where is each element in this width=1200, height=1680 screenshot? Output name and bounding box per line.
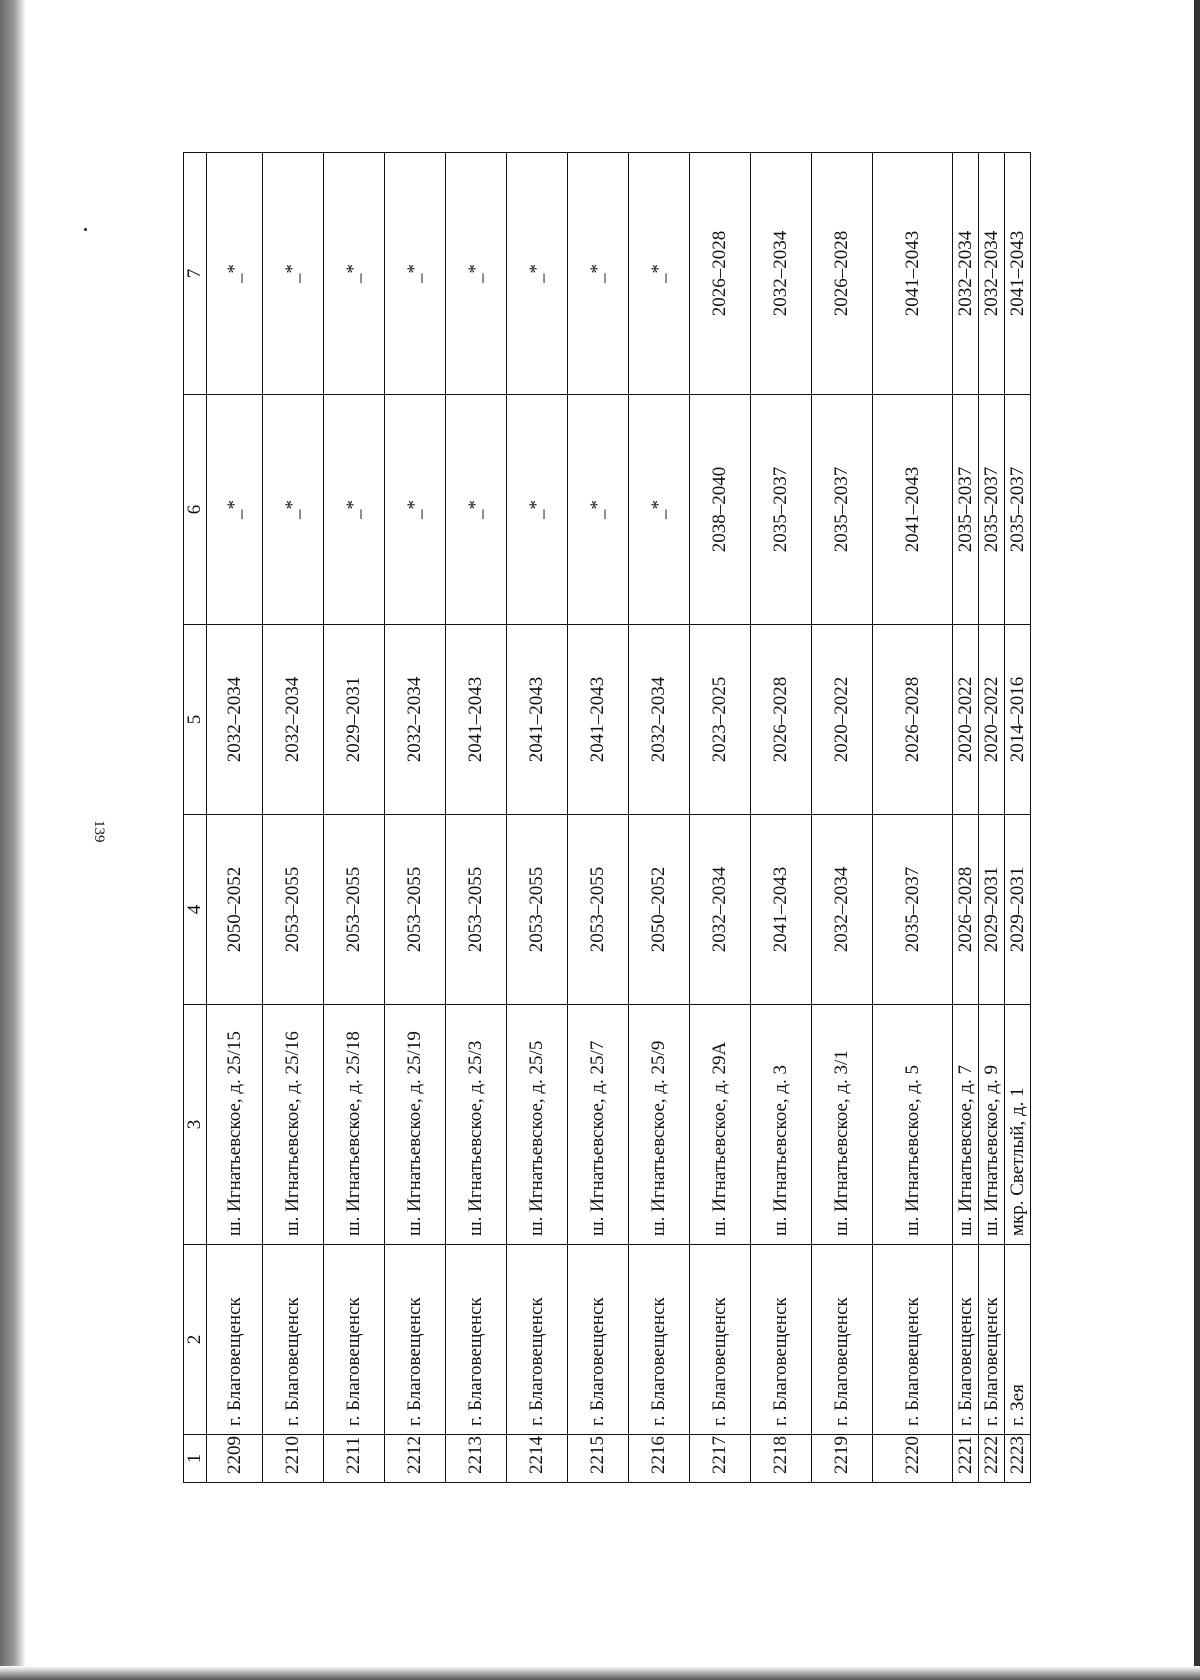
table-row <box>690 153 751 1483</box>
table-cell: 2035–2037 <box>979 395 1005 625</box>
table-cell: ш. Игнатьевское, д. 25/7 <box>568 1005 629 1245</box>
table-cell: 2026–2028 <box>873 625 953 815</box>
table-cell: 2050–2052 <box>207 815 263 1005</box>
scan-edge-bottom <box>0 1666 1200 1680</box>
table-cell: 2041–2043 <box>751 815 812 1005</box>
table-cell: г. Благовещенск <box>953 1245 979 1435</box>
table-cell: ш. Игнатьевское, д. 9 <box>979 1005 1005 1245</box>
table-cell: г. Благовещенск <box>979 1245 1005 1435</box>
table-cell: 2218 <box>751 1435 812 1483</box>
table-cell: 2026–2028 <box>953 815 979 1005</box>
table-cell: 2041–2043 <box>568 625 629 815</box>
table-cell: _* <box>324 153 385 395</box>
table-cell: 2032–2034 <box>953 153 979 395</box>
table-cell: г. Благовещенск <box>568 1245 629 1435</box>
table-cell: 2053–2055 <box>507 815 568 1005</box>
table-cell: 2216 <box>629 1435 690 1483</box>
table-cell: 2020–2022 <box>812 625 873 815</box>
table-row <box>751 153 812 1483</box>
table-cell: 2053–2055 <box>446 815 507 1005</box>
column-header: 1 <box>184 1435 207 1483</box>
table-cell: 2222 <box>979 1435 1005 1483</box>
table-cell: 2032–2034 <box>263 625 324 815</box>
table-cell: ш. Игнатьевское, д. 3/1 <box>812 1005 873 1245</box>
table-cell: 2219 <box>812 1435 873 1483</box>
table-cell: 2029–2031 <box>1005 815 1031 1005</box>
table-container <box>183 153 1048 1483</box>
table-cell: 2041–2043 <box>507 625 568 815</box>
table-cell: _* <box>629 153 690 395</box>
table-cell: ш. Игнатьевское, д. 25/18 <box>324 1005 385 1245</box>
table-cell: ш. Игнатьевское, д. 25/15 <box>207 1005 263 1245</box>
scan-speck <box>84 228 87 231</box>
table-row <box>385 153 446 1483</box>
table-cell: 2026–2028 <box>812 153 873 395</box>
table-row <box>324 153 385 1483</box>
table-cell: ш. Игнатьевское, д. 25/9 <box>629 1005 690 1245</box>
table-cell: 2220 <box>873 1435 953 1483</box>
table-cell: 2053–2055 <box>568 815 629 1005</box>
table-cell: 2023–2025 <box>690 625 751 815</box>
table-cell: _* <box>446 395 507 625</box>
table-cell: 2032–2034 <box>629 625 690 815</box>
table-cell: 2035–2037 <box>1005 395 1031 625</box>
table-cell: 2014–2016 <box>1005 625 1031 815</box>
table-cell: 2053–2055 <box>263 815 324 1005</box>
table-row <box>263 153 324 1483</box>
table-cell: 2032–2034 <box>979 153 1005 395</box>
table-cell: ш. Игнатьевское, д. 25/16 <box>263 1005 324 1245</box>
table-cell: ш. Игнатьевское, д. 7 <box>953 1005 979 1245</box>
table-cell: 2032–2034 <box>385 625 446 815</box>
table-cell: _* <box>507 395 568 625</box>
table-cell: 2035–2037 <box>873 815 953 1005</box>
table-cell: г. Благовещенск <box>385 1245 446 1435</box>
column-header: 6 <box>184 395 207 625</box>
table-cell: 2035–2037 <box>751 395 812 625</box>
table-cell: г. Благовещенск <box>324 1245 385 1435</box>
table-cell: г. Благовещенск <box>690 1245 751 1435</box>
table-cell: 2032–2034 <box>690 815 751 1005</box>
table-cell: 2215 <box>568 1435 629 1483</box>
table-cell: 2211 <box>324 1435 385 1483</box>
table-row <box>629 153 690 1483</box>
table-cell: _* <box>385 153 446 395</box>
table-row <box>953 153 979 1483</box>
header-row <box>184 153 207 1483</box>
table-cell: 2221 <box>953 1435 979 1483</box>
table-cell: _* <box>263 395 324 625</box>
table-cell: 2210 <box>263 1435 324 1483</box>
table-cell: 2032–2034 <box>207 625 263 815</box>
table-cell: _* <box>385 395 446 625</box>
column-header: 7 <box>184 153 207 395</box>
table-cell: 2020–2022 <box>953 625 979 815</box>
table-cell: _* <box>629 395 690 625</box>
table-cell: ш. Игнатьевское, д. 25/5 <box>507 1005 568 1245</box>
table-cell: 2041–2043 <box>446 625 507 815</box>
table-cell: г. Благовещенск <box>629 1245 690 1435</box>
table-row <box>507 153 568 1483</box>
table-cell: 2053–2055 <box>385 815 446 1005</box>
table-row <box>207 153 263 1483</box>
table-cell: 2041–2043 <box>873 395 953 625</box>
table-cell: _* <box>568 153 629 395</box>
table-cell: г. Благовещенск <box>507 1245 568 1435</box>
table-cell: 2217 <box>690 1435 751 1483</box>
table-row <box>979 153 1005 1483</box>
column-header: 5 <box>184 625 207 815</box>
table-cell: _* <box>446 153 507 395</box>
table-cell: 2212 <box>385 1435 446 1483</box>
table-cell: _* <box>568 395 629 625</box>
table-cell: _* <box>207 153 263 395</box>
table-cell: мкр. Светлый, д. 1 <box>1005 1005 1031 1245</box>
table-row <box>1005 153 1031 1483</box>
table-cell: _* <box>263 153 324 395</box>
table-row <box>873 153 953 1483</box>
table-cell: _* <box>207 395 263 625</box>
table-cell: 2223 <box>1005 1435 1031 1483</box>
table-cell: 2209 <box>207 1435 263 1483</box>
table-cell: 2053–2055 <box>324 815 385 1005</box>
scan-edge-left <box>0 0 26 1680</box>
table-cell: 2035–2037 <box>812 395 873 625</box>
column-header: 3 <box>184 1005 207 1245</box>
scan-edge-right <box>1194 0 1200 1680</box>
table-cell: 2035–2037 <box>953 395 979 625</box>
table-body <box>207 153 1031 1483</box>
table-cell: ш. Игнатьевское, д. 25/3 <box>446 1005 507 1245</box>
table-cell: г. Благовещенск <box>873 1245 953 1435</box>
table-cell: 2029–2031 <box>324 625 385 815</box>
table-cell: ш. Игнатьевское, д. 3 <box>751 1005 812 1245</box>
table-cell: 2038–2040 <box>690 395 751 625</box>
table-cell: г. Благовещенск <box>207 1245 263 1435</box>
table-cell: г. Зея <box>1005 1245 1031 1435</box>
table-cell: г. Благовещенск <box>812 1245 873 1435</box>
page-number: 139 <box>91 820 107 843</box>
table-cell: _* <box>507 153 568 395</box>
table-cell: г. Благовещенск <box>751 1245 812 1435</box>
column-header: 2 <box>184 1245 207 1435</box>
table-cell: 2029–2031 <box>979 815 1005 1005</box>
table-cell: ш. Игнатьевское, д. 5 <box>873 1005 953 1245</box>
table-cell: 2032–2034 <box>812 815 873 1005</box>
table-cell: 2020–2022 <box>979 625 1005 815</box>
table-cell: 2041–2043 <box>1005 153 1031 395</box>
table-row <box>812 153 873 1483</box>
table-cell: 2032–2034 <box>751 153 812 395</box>
table-cell: 2050–2052 <box>629 815 690 1005</box>
data-table <box>183 152 1031 1483</box>
table-cell: г. Благовещенск <box>263 1245 324 1435</box>
table-cell: 2213 <box>446 1435 507 1483</box>
table-cell: г. Благовещенск <box>446 1245 507 1435</box>
table-cell: 2026–2028 <box>751 625 812 815</box>
table-row <box>446 153 507 1483</box>
table-cell: ш. Игнатьевское, д. 25/19 <box>385 1005 446 1245</box>
table-cell: ш. Игнатьевское, д. 29А <box>690 1005 751 1245</box>
table-row <box>568 153 629 1483</box>
column-header: 4 <box>184 815 207 1005</box>
table-cell: 2026–2028 <box>690 153 751 395</box>
table-cell: 2041–2043 <box>873 153 953 395</box>
table-cell: 2214 <box>507 1435 568 1483</box>
table-cell: _* <box>324 395 385 625</box>
